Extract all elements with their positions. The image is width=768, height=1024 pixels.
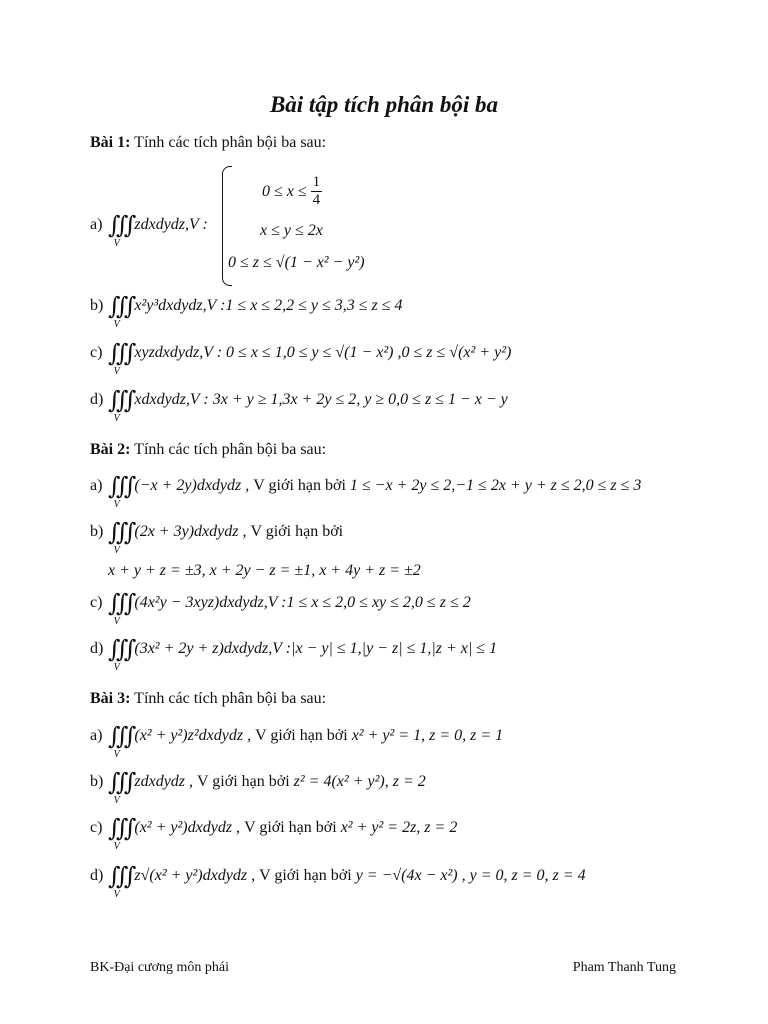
bai1-c-expr: xyzdxdydz,V : 0 ≤ x ≤ 1,0 ≤ y ≤ √(1 − x²) ,0 ≤ z ≤ √(x² + y²) [134,344,512,361]
bai3-b-cond: z² = 4(x² + y²), z = 2 [293,773,426,790]
bai1-b [90,286,403,330]
bai3-b-expr: zdxdydz , [134,773,194,790]
triple-integral-symbol: ∭ V [108,473,132,510]
bai2-b-label: b) [90,523,104,540]
bai3-d [90,856,586,900]
bai3-a [90,716,504,760]
bai1-d-expr: xdxdydz,V : 3x + y ≥ 1,3x + 2y ≤ 2, y ≥ 0,0 ≤ z ≤ 1 − x − y [134,391,508,408]
bai3-b-gioi-han: V giới hạn bởi [197,773,290,790]
bai2-a-expr: (−x + 2y)dxdydz , [134,477,250,494]
bai1-a-label: a) [90,216,103,233]
triple-integral-symbol: ∭ V [108,769,132,806]
bai3-b [90,762,426,806]
bai1-a-region-cases [222,166,372,288]
page-title: Bài tập tích phân bội ba [269,92,499,117]
bai1-a [90,205,208,249]
bai1-b-expr: x²y³dxdydz,V :1 ≤ x ≤ 2,2 ≤ y ≤ 3,3 ≤ z ≤ 4 [134,297,403,314]
triple-integral-symbol: ∭ V [108,636,132,673]
bai2-a-label: a) [90,477,103,494]
bai2-d-expr: (3x² + 2y + z)dxdydz,V :|x − y| ≤ 1,|y − z| ≤ 1,|z + x| ≤ 1 [134,640,498,657]
bai2-a-gioi-han: V giới hạn bởi [253,477,346,494]
bai1-d [90,380,508,424]
bai3-a-cond: x² + y² = 1, z = 0, z = 1 [351,727,504,744]
bai1-c [90,333,512,377]
bai3-c-label: c) [90,819,103,836]
bai3-a-expr: (x² + y²)z²dxdydz , [134,727,252,744]
triple-integral-symbol: ∭ V [108,723,132,760]
bai3-d-cond: y = −√(4x − x²) , y = 0, z = 0, z = 4 [355,867,586,884]
bai3-heading [90,690,326,708]
bai1-a-case1: 0 ≤ x ≤ $\frac{1}{4}$ [262,174,321,208]
bai3-d-expr: z√(x² + y²)dxdydz , [134,867,256,884]
bai1-c-label: c) [90,344,103,361]
triple-integral-symbol: ∭ V [108,340,132,377]
bai3-d-label: d) [90,867,104,884]
bai2-c [90,583,471,627]
fraction-denominator: 4 [312,192,321,208]
bai3-b-label: b) [90,773,104,790]
bai1-b-label: b) [90,297,104,314]
bai1-a-case3: 0 ≤ z ≤ √(1 − x² − y²) [228,254,365,271]
bai2-b-expr: (2x + 3y)dxdydz , [134,523,247,540]
footer-left: BK-Đại cương môn phái [90,960,230,975]
bai3-heading-text: Tính các tích phân bội ba sau: [130,690,327,707]
bai3-a-label: a) [90,727,103,744]
triple-integral-symbol: ∭ V [108,212,132,249]
triple-integral-symbol: ∭ V [108,815,132,852]
bai3-c [90,808,458,852]
bai2-a [90,466,642,510]
bai2-heading-label: Bài 2: [90,441,131,458]
bai1-a-expr: zdxdydz,V : [134,216,208,233]
bai1-heading [90,134,326,152]
bai2-d-label: d) [90,640,104,657]
bai2-c-label: c) [90,594,103,611]
bai2-heading-text: Tính các tích phân bội ba sau: [130,441,327,458]
bai3-c-gioi-han: V giới hạn bởi [244,819,337,836]
bai1-heading-text: Tính các tích phân bội ba sau: [130,134,327,151]
fraction-numerator: 1 [312,174,321,190]
bai2-c-expr: (4x²y − 3xyz)dxdydz,V :1 ≤ x ≤ 2,0 ≤ xy ≤ 2,0 ≤ z ≤ 2 [134,594,471,611]
bai3-d-gioi-han: V giới hạn bởi [259,867,352,884]
bai3-c-cond: x² + y² = 2z, z = 2 [340,819,458,836]
bai2-b-gioi-han: V giới hạn bởi [250,523,344,540]
bai3-a-gioi-han: V giới hạn bởi [255,727,348,744]
bai1-a-case2: x ≤ y ≤ 2x [260,222,323,239]
triple-integral-symbol: ∭ V [108,519,132,556]
bai1-d-label: d) [90,391,104,408]
bai2-b-cond: x + y + z = ±3, x + 2y − z = ±1, x + 4y + z = ±2 [108,562,421,579]
bai2-d [90,629,498,673]
bai3-c-expr: (x² + y²)dxdydz , [134,819,241,836]
triple-integral-symbol: ∭ V [108,387,132,424]
triple-integral-symbol: ∭ V [108,293,132,330]
bai1-heading-label: Bài 1: [90,134,131,151]
triple-integral-symbol: ∭ V [108,863,132,900]
bai2-b [90,512,347,556]
bai2-a-cond: 1 ≤ −x + 2y ≤ 2,−1 ≤ 2x + y + z ≤ 2,0 ≤ z ≤ 3 [349,477,642,494]
triple-integral-symbol: ∭ V [108,590,132,627]
footer-right: Pham Thanh Tung [572,960,676,975]
bai2-heading [90,441,326,459]
bai3-heading-label: Bài 3: [90,690,131,707]
